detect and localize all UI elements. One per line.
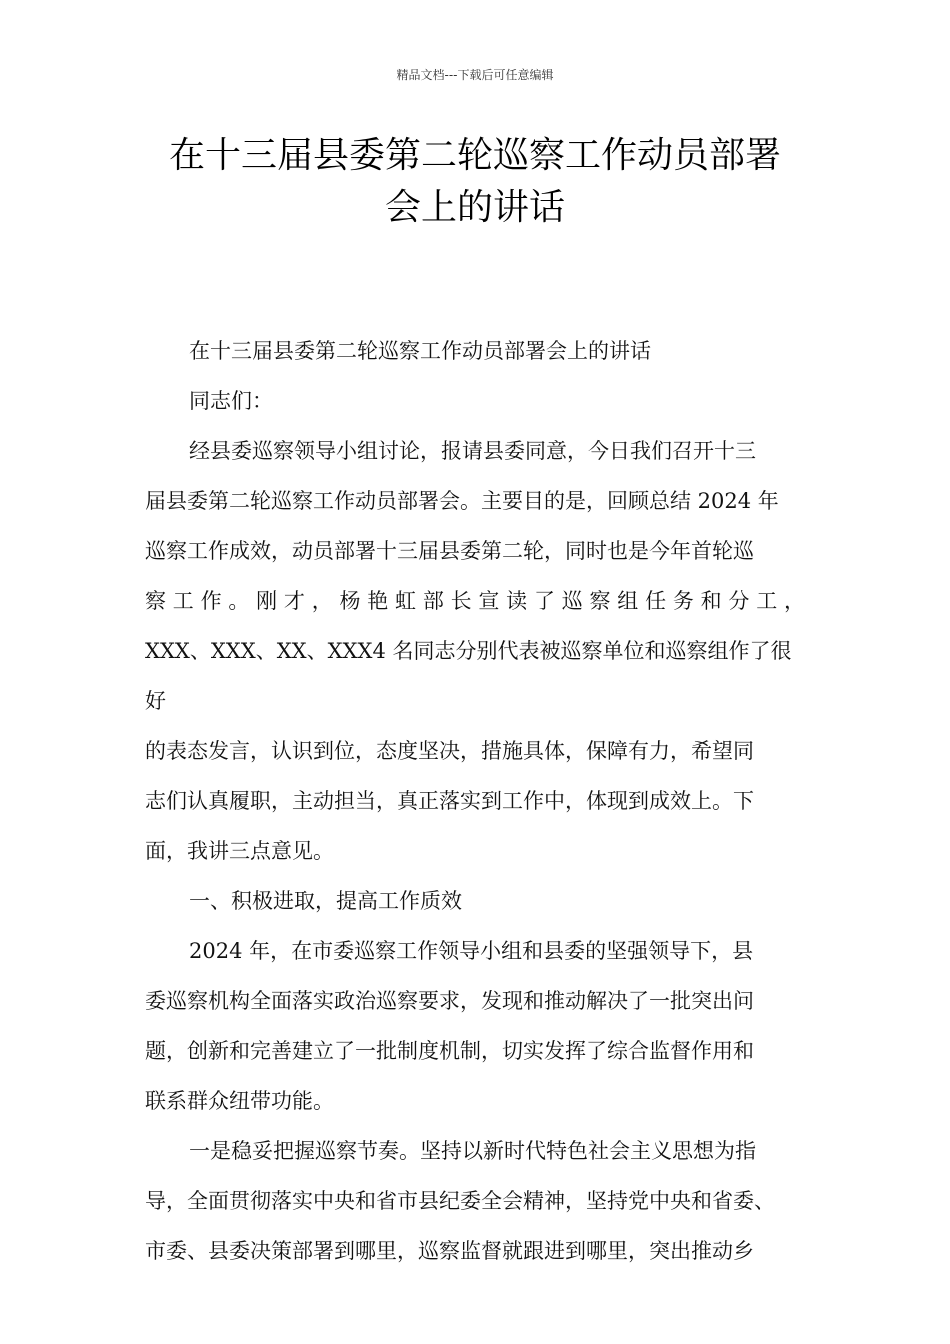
- paragraph-2-line: 题，创新和完善建立了一批制度机制，切实发挥了综合监督作用和: [145, 1039, 754, 1063]
- paragraph-2-line: 联系群众纽带功能。: [145, 1089, 334, 1113]
- paragraph-1-line: 巡察工作成效，动员部署十三届县委第二轮，同时也是今年首轮巡: [145, 539, 754, 563]
- header-note: 精品文档---下载后可任意编辑: [396, 68, 554, 82]
- paragraph-3-line: 一是稳妥把握巡察节奏。坚持以新时代特色社会主义思想为指: [189, 1139, 756, 1163]
- subtitle: 在十三届县委第二轮巡察工作动员部署会上的讲话: [189, 339, 651, 363]
- section-heading-1: 一、积极进取，提高工作质效: [189, 889, 462, 913]
- paragraph-2-line: 委巡察机构全面落实政治巡察要求，发现和推动解决了一批突出问: [145, 989, 754, 1013]
- paragraph-1-line: 的表态发言，认识到位，态度坚决，措施具体，保障有力，希望同: [145, 739, 754, 763]
- paragraph-2-line: 2024 年，在市委巡察工作领导小组和县委的坚强领导下，县: [189, 939, 754, 963]
- document-body: [145, 326, 805, 1276]
- paragraph-1-line: XXX、XXX、XX、XXX4 名同志分别代表被巡察单位和巡察组作了很好: [145, 639, 792, 713]
- paragraph-1-line: 面，我讲三点意见。: [145, 839, 334, 863]
- paragraph-1-line: 届县委第二轮巡察工作动员部署会。主要目的是，回顾总结 2024 年: [145, 489, 779, 513]
- title-line-2: 会上的讲话: [384, 187, 565, 228]
- paragraph-1-line: 察工作。刚才，杨艳虹部长宣读了巡察组任务和分工，: [145, 589, 805, 613]
- paragraph-3-line: 市委、县委决策部署到哪里，巡察监督就跟进到哪里，突出推动乡: [145, 1239, 754, 1263]
- paragraph-1-line: 志们认真履职，主动担当，真正落实到工作中，体现到成效上。下: [145, 789, 754, 813]
- title-line-1: 在十三届县委第二轮巡察工作动员部署: [168, 135, 781, 176]
- paragraph-1-line: 经县委巡察领导小组讨论，报请县委同意，今日我们召开十三: [189, 439, 756, 463]
- greeting: 同志们：: [189, 389, 273, 413]
- paragraph-3-line: 导，全面贯彻落实中央和省市县纪委全会精神，坚持党中央和省委、: [145, 1189, 775, 1213]
- document-title: [100, 130, 850, 234]
